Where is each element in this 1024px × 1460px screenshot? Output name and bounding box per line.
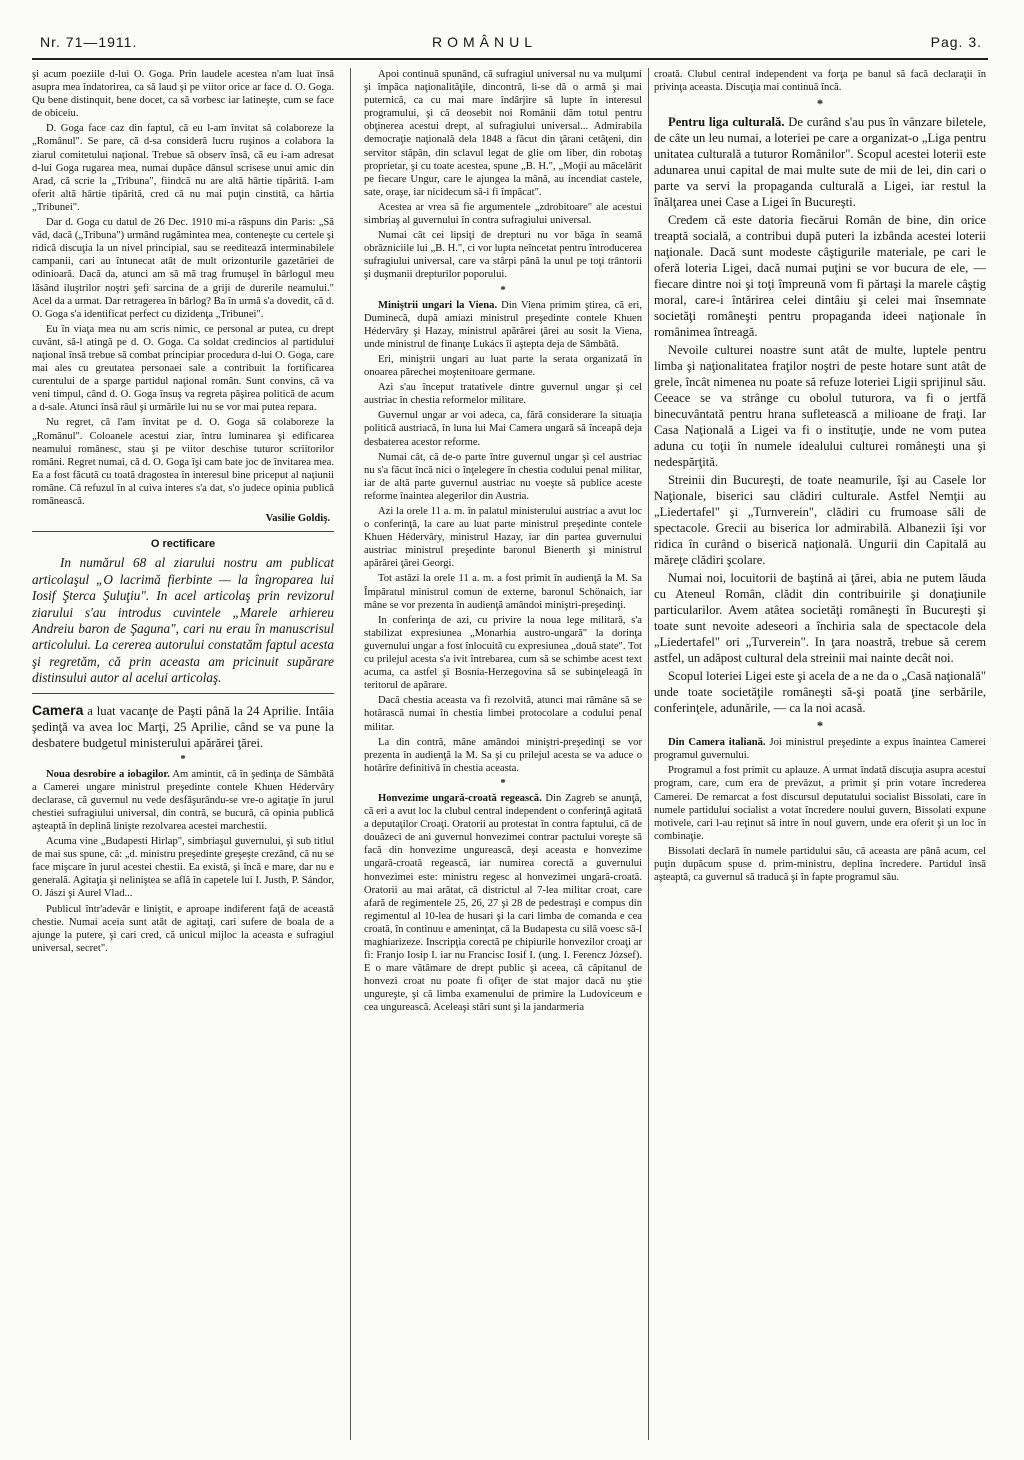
paragraph: Tot astăzi la orele 11 a. m. a fost primit în audienţă la M. Sa Împăratul ministrul comun de externe, baronul Schönaich, iar mâne se vor prezenta în audienţă amândoi miniştri-preşedinţi. [364, 573, 642, 611]
paragraph: croată. Clubul central independent va forţa pe banul să facă declaraţii în privinţa aceasta. Discuţia mai continuă încă. [654, 69, 986, 94]
paragraph: Numai noi, locuitorii de baştină ai ţărei, abia ne putem lăuda cu Ateneul Român, clădit din contribuirile şi donaţiunile particularilor. Avem atâtea societăţi româneşti în Bucureşti şi toate sunt nevoite adeseori a închiria sala de spectacole dela „Liedertafel" ori „Turverein". In ţara noastră, trebue să cerem astfel, un adăpost cultural dela streinii mai nainte decât noi. [654, 571, 986, 666]
paragraph: Bissolati declară în numele partidului său, că aceasta are până acum, cel puţin dupăcum spuse d. prim-ministru, deplina încredere. Partidul însă aşteaptă, ca guvernul să traducă şi în fapte programul său. [654, 845, 986, 884]
liga-headline: Pentru liga culturală. [668, 115, 785, 130]
column-3 [654, 68, 986, 886]
paragraph: Numai cât, că de-o parte între guvernul ungar şi cel austriac nu s'a făcut încă nici o înţelegere în chestia codului penal militar, iar de altă parte guvernul austriac nu voeşte să publice aceste reforme înaintea alegerilor din Austria. [364, 451, 642, 502]
header-divider [32, 58, 988, 60]
author-signature: Vasilie Goldiş. [265, 513, 330, 525]
paragraph: Acestea ar vrea să fie argumentele „zdrobitoare" ale acestui simbriaş al guvernului în contra sufragiului universal. [364, 201, 642, 227]
paragraph: Nevoile culturei noastre sunt atât de multe, luptele pentru limba şi naţionalitatea fraţilor noştri de peste hotare sunt atât de grele, încât nimenea nu poate să refuze loteriei Ligii sprijinul său. Ceeace se va strânge cu obolul tuturora, va fi o jertfă binecuvântată pentru hrana sufletească a milioane de fraţi. Iar Casa Naţională a Ligei va fi o instituţie, unde ne vom putea aduna cu toţii în numele idealului culturei româneşti una şi nedespărţită. [654, 343, 986, 470]
section-star: * [816, 719, 824, 734]
iobagi-headline: Noua desrobire a iobagilor. [46, 768, 170, 780]
section-divider [32, 531, 334, 532]
issue-number: Nr. 71—1911. [40, 34, 138, 50]
camera-text: a luat vacanţe de Paşti până la 24 Aprilie. Intâia şedinţă va avea loc Marţi, 25 Aprilie, când se va pune la desbatere budgetul ministerului apărărei ţărei. [32, 703, 334, 750]
paragraph: Eri, miniştrii ungari au luat parte la serata organizată în onoarea părechei moştenitoare germane. [364, 353, 642, 379]
paragraph: D. Goga face caz din faptul, că eu l-am învitat să colaboreze la „Românul". Se pare, că d-sa consideră lucru ruşinos a colabora la ziarul comitetului naţional. Trebue să observ însă, că eu i-am adresat d-lui Goga rugarea mea, numai dupăce dânsul scrisese unui amic din Arad, că scrie la „Tribuna", fiindcă nu are altă hârtie tipărită. I-am oferit altă hârtie tipărită, cred că nu mai puţin cinstită, ca hârtia „Tribunei". [32, 123, 334, 213]
paragraph: Streinii din Bucureşti, de toate neamurile, îşi au Casele lor Naţionale, biserici sau clădiri culturale. Astfel Nemţii au „Liedertafel" şi „Turnverein", clădiri cu frumoase săli de spectacole. Grecii au biserica lor admirabilă. Albanezii îşi vor ridica în curând o biserică naţională. Ungurii din Capitală au măreţe clădiri şcolare. [654, 473, 986, 568]
newspaper-page [22, 0, 998, 1460]
column-divider [350, 68, 351, 1440]
paragraph: Acuma vine „Budapesti Hirlap", simbriaşul guvernului, şi sub titlul de mai sus spune, că: „d. ministru preşedinte greşeşte crezând, că nu se face mişcare în jurul acestei chestii. Ea există, şi încă e mare, dar nu e generală. Agitaţia şi neliniştea se află în capetele lui I. Justh, P. Sándor, O. Jászi şi Aurel Vlad... [32, 836, 334, 900]
newspaper-title: ROMÂNUL [432, 34, 538, 50]
liga-text: De curând s'au pus în vânzare biletele, de câte un leu numai, a loteriei pe care a organizat-o „Liga pentru unitatea culturală a tuturor Românilor". Scopul acestei loterii este adunarea unui capital de mai multe sute de mii de lei, din cari o parte va servi la propaganda culturală a Ligei, iar restul la înălţarea unei Case a Ligei în Bucureşti. [654, 115, 986, 210]
section-star: * [180, 753, 186, 765]
ministers-headline: Miniştrii ungari la Viena. [378, 299, 498, 311]
italian-chamber-headline: Din Camera italiană. [668, 737, 766, 749]
section-divider [32, 693, 334, 694]
paragraph: Dacă chestia aceasta va fi rezolvită, atunci mai rămâne să se hotărască numai în chestia limbei protocolare a codului penal militar. [364, 695, 642, 733]
italian-chamber-text: Joi ministrul preşedinte a expus înaintea Camerei programul guvernului. [654, 737, 987, 762]
paragraph: Nu regret, că l'am învitat pe d. O. Goga să colaboreze la „Românul". Coloanele acestui ziar, întru luminarea şi edificarea neamului românesc, stau şi pe viitor deschise tuturor scriitorilor români. Regret numai, că d. O. Goga îşi cam bate joc de învitarea mea. Ea a fost făcută cu toată dragostea în interesul bine priceput al naţiunii române. Că refuzul în al cuiva interes s'a dat, s'o judece opinia publică românească. [32, 417, 334, 507]
paragraph: şi acum poeziile d-lui O. Goga. Prin laudele acestea n'am luat însă asupra mea îndatorirea, ca să laud şi pe viitor orice ar face d. O. Goga. Qu bene distinquit, bene docet, ca să vorbesc iar latineşte, cum se face de obiceiu. [32, 69, 334, 120]
paragraph: Numai cât cei lipsiţi de drepturi nu vor băga în seamă obrăzniciile lui „B. H.", ci vor lupta neîncetat pentru întroducerea sufragiului universal, care va stârpi până la unul pe toţi trântorii şi duşmanii drepturilor poporului. [364, 230, 642, 281]
paragraph: Guvernul ungar ar voi adeca, ca, fără considerare la situaţia politică austriacă, în luna lui Mai Camera ungară să înceapă deja desbaterea acestor reforme. [364, 410, 642, 448]
paragraph: Dar d. Goga cu datul de 26 Dec. 1910 mi-a răspuns din Paris: „Să văd, dacă („Tribuna") urmând rugămintea mea, conteneşte cu certele şi ridică discuţia la un nivel principial, sau se reeditează interminabilele campanii, cari au întunecat atât de mult orizonturile gazetăriei de odinioară. Dacă da, atunci am să mă trag frumuşel în bârlogul meu lăsând iluştrilor noştri şefi sarcina de a griji de durerile neamului." Acel da a urmat. Dar retragerea în bârlog? Ba în urmă s'a dovedit, că d. O. Goga s'a identificat perfect cu dizidenţa „Tribunei". [32, 217, 334, 320]
paragraph: Azi s'au început tratativele dintre guvernul ungar şi cel austriac în chestia reformelor militare. [364, 382, 642, 407]
section-star: * [500, 284, 506, 296]
ministers-text: Din Viena primim ştirea, că eri, Duminecă, după amiazi ministrul preşedinte contele Khuen Hédervâry şi Hazay, ministrul apărărei ţărei au sosit la Viena, unde ministrul de finanţe Lukács îi aştepta deja de Sâmbătă. [364, 299, 642, 350]
column-1 [32, 68, 334, 957]
camera-headline: Camera [32, 701, 84, 718]
section-star: * [816, 97, 824, 112]
page-number: Pag. 3. [930, 34, 982, 50]
paragraph: Programul a fost primit cu aplauze. A urmat îndată discuţia asupra acestui program, care, cum era de prevăzut, a primit şi prin votare încrederea Camerei. De remarcat a fost discursul deputatului socialist Bissolati, care în numele partidului socialist a votat încredere noului guvern, Bissolati expune motivele, cari l-au reţinut să intre în noul guvern, unde era oferit şi un loc în combinaţie. [654, 765, 986, 842]
section-star: * [500, 777, 506, 789]
paragraph: Apoi continuă spunând, că sufragiul universal nu va mulţumi şi împăca naţionalităţile, dincontră, li-se dă o armă şi mai puternică, ca cu mai mare îndârjire să lupte în interesul programului, şi că deosebit noi Românii dăm totul pentru obţinerea acestui drept, al sufragiului universal... Admirabila democraţie naţională dela 1848 a făcut din ţărani cetăţeni, din servitor stăpân, din sclavul legat de glie om liber, din robotaş proprietar, şi cu toate acestea, spune „B. H.", „Moţii au măcelărit pe fiecare Ungur, care le ajungea la mână, au incendiat castele, sate, oraşe, iar nicidecum să-i fi împăcat". [364, 69, 642, 198]
rectification-text: In numărul 68 al ziarului nostru am publicat articolaşul „O lacrimă fierbinte — la îngroparea lui Iosif Şterca Şuluţiu". In acel articolaş prin revizorul ziarului s'au introdus cuvintele „Marele arhiereu Andreiu baron de Şaguna", cari nu erau în manuscrisul articolului. La cererea autorului constatăm faptul acesta şi regretăm, că prin aceasta am pricinuit supărare distinsului autor al acelui articolaş. [32, 555, 334, 686]
iobagi-text: Am amintit, că în şedinţa de Sâmbătă a Camerei ungare ministrul preşedinte contele Khuen Hédervâry declarase, că guvernul nu vede desfăşurându-se vre-o agitaţie în jurul chestiei sufragiului universal, din contră, se bucură, că opinia publică aşteaptă în deplină linişte rezolvarea acestei marchestii. [32, 768, 334, 832]
honvezime-headline: Honvezime ungară-croată regească. [378, 792, 542, 804]
paragraph: Eu în viaţa mea nu am scris nimic, ce personal ar putea, cu drept cuvânt, să-l atingă pe d. O. Goga. Ca soldat credincios al partidului naţional însă trebue să combat principiar procedura d-lui O. Goga, care mai ales cu greutatea personaei sale a contribuit la fortificarea curentului de a sparge partidul naţional român. Sunt convins, că va veni timpul, când d. O. Goga însuş va regreta păşirea politică de acum a d-sale. Atunci însă răul şi urmările lui nu se vor mai putea repara. [32, 323, 334, 414]
page-header [32, 32, 982, 56]
camera-news [32, 702, 334, 751]
paragraph: Credem că este datoria fiecărui Român de bine, din orice treaptă socială, a contribui după puteri la izbânda acestei loterii naţionale. Dacă sunt modeste câştigurile materiale, pe cari le oferă loteria Ligei, dacă numai puţini se vor bucura de ele, — fiecare dintre noi şi toţi împreună vom fi părtaşi la marele câştig moral, care-i întărirea celei dintâiu şi celei mai însemnate societăţi româneşti pentru propaganda ideei naţionale în românimea întreagă. [654, 213, 986, 340]
paragraph: Scopul loteriei Ligei este şi acela de a ne da o „Casă naţională" unde toate societăţile româneşti să-şi poată ţine serbările, conferinţele, adunările, — ca la noi acasă. [654, 669, 986, 716]
paragraph: Azi la orele 11 a. m. în palatul ministerului austriac a avut loc o conferinţă, la care au luat parte ministrul preşedinte contele Khuen Hédervâry, ministrul Hazay, iar din partea guvernului austriac ministrul preşedinte baronul Bienerth şi ministrul apărărei ţărei Georgi. [364, 506, 642, 570]
paragraph: Publicul într'adevăr e liniştit, e aproape indiferent faţă de această chestie. Numai aceia sunt atât de agitaţi, cari sufere de boala de a ajunge la putere, şi cari cred, că unicul mijloc la aceasta e sufragiul universal, secret". [32, 903, 334, 954]
rectification-title: O rectificare [150, 538, 216, 551]
honvezime-text: Din Zagreb se anunţă, că eri a avut loc la clubul central independent o conferinţă agitată a deputaţilor Croaţi. Oratorii au protestat în contra faptului, că de douăzeci de ani guvernul honvezimei contrar pactului voreşte să facă din honvezime ungurească, deşi aceasta e honvezime ungară-croată regească, iar numirea corectă a guvernului honvezimei este: ministru regesc al honvezimei ungară-croată. Oratorii au mai arătat, că districtul al 7-lea militar croat, care afară de regimentele 25, 26, 27 şi 28 de pedestraşi e compus din regimentul al 10-lea de husari şi la cari limba de comanda e cea croată, în continuu e ameninţat, că la Budapesta cu silă voesc să-l maghiarizeze. Inscripţia corectă pe chipiurile honvezilor croaţi ar fi: Franjo Iosip I. iar nu Francisc Iosif I. (ung. I. Ferencz József). E o mare vătămare de drept public şi aceea, că căpitanul de honvezi croat nu poate fi ofiţer de stat major dacă nu ştie ungureşte, şi că limba examenului de primire la Ludoviceum e cea ungurească. Aceleaşi stări sunt şi la jandarmeria [364, 792, 642, 1014]
paragraph: La din contră, mâne amândoi miniştri-preşedinţi se vor prezenta în audienţă la M. Sa şi cu prilejul acesta se va aduce o hotărîre definitivă în chestia aceasta. [364, 736, 642, 774]
column-2 [364, 68, 642, 1017]
rectification-box [32, 555, 334, 686]
column-divider [648, 68, 649, 1440]
paragraph: In conferinţa de azi, cu privire la noua lege militară, s'a stabilizat expresiunea „Monarhia austro-ungară" la dorinţa guvernului ungar a fost înlocuită cu expresiunea „două state". Tot cu prilejul acesta s'a ivit întrebarea, cum să se schimbe acest text acuma, ca astfel şi Bosnia-Herzegovina să se subinţeleagă în teritorul de apărare. [364, 614, 642, 692]
italian-chamber-section [654, 736, 986, 884]
